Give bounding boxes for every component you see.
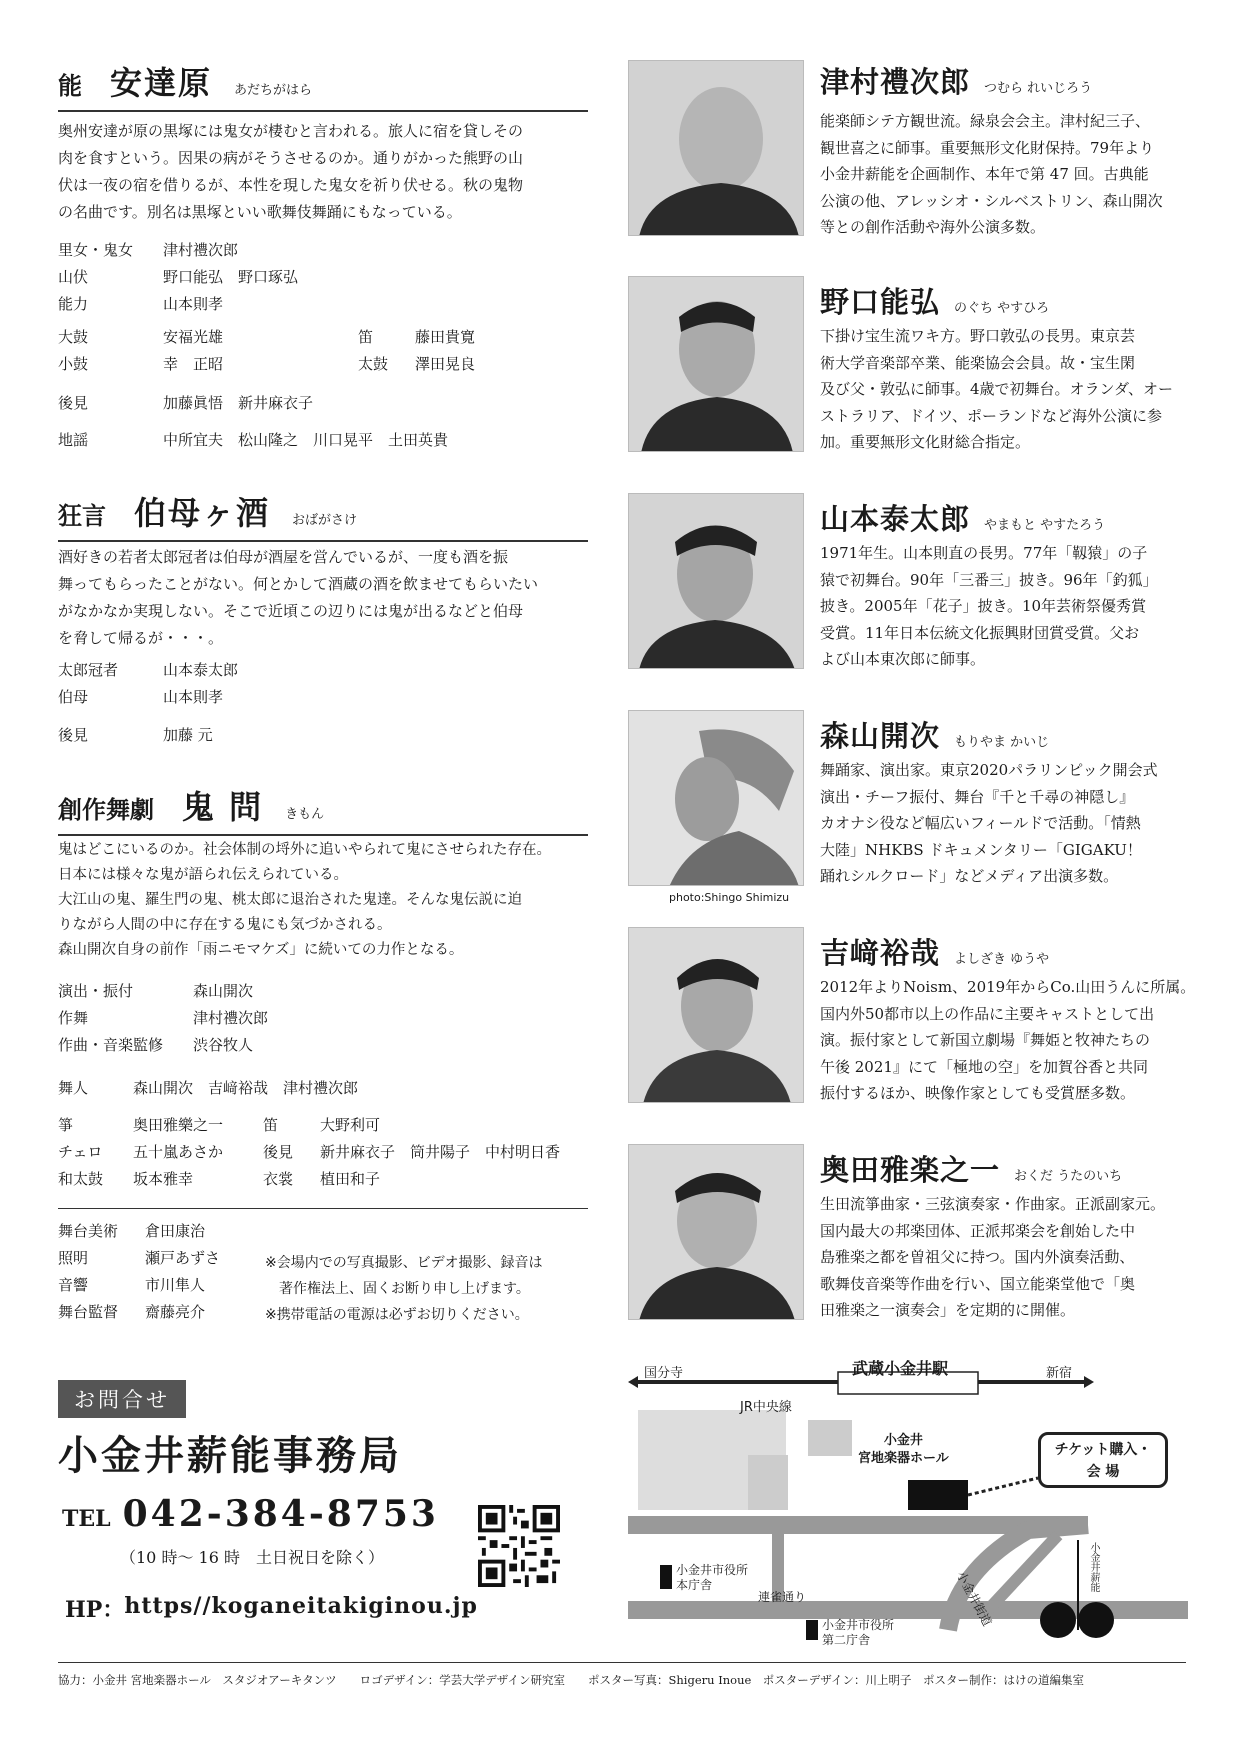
cityhall-main-label bbox=[676, 1563, 748, 1593]
venue-line: 宮地楽器ホール bbox=[858, 1451, 949, 1466]
role: 和太鼓 bbox=[58, 1170, 104, 1188]
cast-row bbox=[58, 324, 475, 351]
role: 照明 bbox=[58, 1249, 89, 1267]
east-direction: 新宿 bbox=[1046, 1366, 1073, 1381]
stage-staff bbox=[58, 1218, 220, 1326]
desc-line: 鬼はどこにいるのか。社会体制の埒外に追いやられて鬼にさせられた存在。 bbox=[58, 842, 551, 858]
profile-name: 野口能弘 bbox=[820, 285, 941, 319]
bio-line: 生田流箏曲家・三弦演奏家・作曲家。正派副家元。 bbox=[820, 1195, 1166, 1213]
cast-row bbox=[58, 1139, 560, 1166]
role: 小鼓 bbox=[58, 355, 89, 373]
names: 中所宜夫 松山隆之 川口晃平 土田英貴 bbox=[163, 431, 449, 449]
cast-row bbox=[58, 657, 238, 684]
names: 加藤眞悟 新井麻衣子 bbox=[163, 394, 314, 412]
names: 植田和子 bbox=[320, 1170, 381, 1188]
cast-row bbox=[58, 1218, 220, 1245]
label-line: 小金井市役所 bbox=[676, 1563, 749, 1577]
bio-line: 大陸」NHKBS ドキュメンタリー「GIGAKU！ bbox=[820, 840, 1142, 859]
label-line: 第二庁舎 bbox=[822, 1633, 871, 1647]
portrait-photo bbox=[628, 493, 804, 669]
profile-bio bbox=[820, 323, 1202, 456]
role: 太鼓 bbox=[358, 355, 389, 373]
desc-line: 森山開次自身の前作「雨ニモマケズ」に続いての力作となる。 bbox=[58, 942, 464, 958]
noh-description bbox=[58, 118, 598, 226]
role: 能力 bbox=[58, 295, 89, 313]
role: チェロ bbox=[58, 1143, 103, 1161]
names: 森山開次 bbox=[193, 982, 254, 1000]
profile-header bbox=[820, 60, 1092, 101]
bio-line: カオナシ役など幅広いフィールドで活動。「情熱 bbox=[820, 814, 1141, 832]
kyogen-heading bbox=[58, 488, 588, 542]
bio-line: 演出・チーフ振付、舞台『千と千尋の神隠し』 bbox=[820, 787, 1135, 806]
profile-header bbox=[820, 1148, 1122, 1189]
cast-row bbox=[58, 684, 238, 711]
profile-reading: おくだ うたのいち bbox=[1014, 1169, 1123, 1184]
bio-line: 披き。2005年「花子」披き。10年芸術祭優秀賞 bbox=[820, 597, 1147, 615]
cast-row bbox=[58, 351, 475, 378]
role: 大鼓 bbox=[58, 328, 89, 346]
noh-musicians bbox=[58, 324, 475, 378]
bio-line: 1971年生。山本則直の長男。77年「靱猿」の子 bbox=[820, 544, 1148, 562]
kyogen-reading: おばがさけ bbox=[292, 513, 358, 528]
names: 坂本雅幸 bbox=[133, 1170, 194, 1188]
profile-name: 森山開次 bbox=[820, 719, 941, 753]
role: 後見 bbox=[58, 726, 89, 744]
role: 山伏 bbox=[58, 268, 89, 286]
dance-heading bbox=[58, 782, 588, 836]
role: 伯母 bbox=[58, 688, 89, 706]
bio-line: 国内外50都市以上の作品に主要キャストとして出 bbox=[820, 1004, 1155, 1023]
tel-number: 042-384-8753 bbox=[122, 1493, 439, 1535]
noh-cast bbox=[58, 237, 298, 318]
kyogen-koken bbox=[58, 722, 213, 749]
names: 山本則孝 bbox=[163, 688, 224, 706]
bio-line: 舞踊家、演出家。東京2020パラリンピック開会式 bbox=[820, 761, 1158, 779]
cast-row bbox=[58, 291, 298, 318]
bio-line: 演。振付家として新国立劇場『舞姫と牧神たちの bbox=[820, 1031, 1151, 1049]
cast-row bbox=[58, 978, 268, 1005]
cast-row bbox=[58, 1032, 268, 1059]
bio-line: 受賞。11年日本伝統文化振興財団賞受賞。父お bbox=[820, 623, 1140, 642]
portrait-photo bbox=[628, 710, 804, 886]
names: 幸 正昭 bbox=[163, 355, 224, 373]
ticket-line: 会 場 bbox=[1086, 1464, 1120, 1480]
hp-label: HP： bbox=[65, 1597, 125, 1623]
qr-code-icon[interactable] bbox=[478, 1505, 560, 1587]
access-map bbox=[628, 1359, 1188, 1647]
cast-row bbox=[58, 264, 298, 291]
names: 加藤 元 bbox=[163, 726, 213, 744]
bio-line: 等との創作活動や海外公演多数。 bbox=[820, 218, 1046, 236]
ticket-line: チケット購入・ bbox=[1054, 1442, 1152, 1458]
names: 瀬戸あずさ bbox=[145, 1249, 221, 1267]
profile-header bbox=[820, 280, 1049, 321]
names: 齋藤亮介 bbox=[145, 1303, 206, 1321]
notice-line: ※携帯電話の電源は必ずお切りください。 bbox=[265, 1307, 529, 1323]
names: 五十嵐あさか bbox=[133, 1143, 224, 1161]
profile-reading: よしざき ゆうや bbox=[954, 952, 1050, 967]
desc-line: の名曲です。別名は黒塚といい歌舞伎舞踊にもなっている。 bbox=[58, 203, 462, 221]
profile-bio bbox=[820, 540, 1202, 673]
label-line: 本庁舎 bbox=[676, 1578, 713, 1592]
role: 演出・振付 bbox=[58, 982, 134, 1000]
bio-line: 下掛け宝生流ワキ方。野口敦弘の長男。東京芸 bbox=[820, 327, 1136, 345]
contact-hours: （10 時～ 16 時 土日祝日を除く） bbox=[120, 1548, 384, 1567]
label-line: 小金井市役所 bbox=[822, 1618, 895, 1632]
cast-row bbox=[58, 1166, 560, 1193]
noh-jiutai bbox=[58, 427, 448, 454]
noh-reading: あだちがはら bbox=[234, 83, 313, 98]
dance-description bbox=[58, 838, 598, 963]
profile-name: 奥田雅楽之一 bbox=[820, 1153, 1001, 1187]
portrait-photo bbox=[628, 927, 804, 1103]
cityhall-second-label bbox=[822, 1618, 894, 1648]
cast-row bbox=[58, 1112, 560, 1139]
role: 音響 bbox=[58, 1276, 89, 1294]
profile-reading: のぐち やすひろ bbox=[954, 301, 1050, 316]
cast-row bbox=[58, 1245, 220, 1272]
names: 森山開次 吉﨑裕哉 津村禮次郎 bbox=[133, 1079, 359, 1097]
bio-line: 田雅楽之一演奏会」を定期的に開催。 bbox=[820, 1301, 1076, 1319]
noh-koken bbox=[58, 390, 313, 417]
role: 後見 bbox=[263, 1143, 294, 1161]
role: 舞台監督 bbox=[58, 1303, 119, 1321]
venue-line: 小金井 bbox=[883, 1433, 923, 1448]
profile-header bbox=[820, 931, 1049, 972]
role: 作舞 bbox=[58, 1009, 89, 1027]
role: 太郎冠者 bbox=[58, 661, 119, 679]
cast-row bbox=[58, 722, 213, 749]
bio-line: ストラリア、ドイツ、ポーランドなど海外公演に参 bbox=[820, 406, 1163, 425]
names: 澤田晃良 bbox=[415, 355, 476, 373]
ticket-callout bbox=[1038, 1432, 1168, 1488]
profile-header bbox=[820, 714, 1049, 755]
role: 地謡 bbox=[58, 431, 89, 449]
station-name: 武蔵小金井駅 bbox=[852, 1359, 949, 1378]
desc-line: 伏は一夜の宿を借りるが、本性を現した鬼女を祈り伏せる。秋の鬼物 bbox=[58, 176, 524, 194]
hp-url[interactable]: https//koganeitakiginou.jp bbox=[124, 1593, 478, 1619]
bio-line: 歌舞伎音楽等作曲を行い、国立能楽堂他で「奥 bbox=[820, 1274, 1136, 1293]
dance-staff bbox=[58, 978, 268, 1059]
cast-row bbox=[58, 1299, 220, 1326]
cast-row bbox=[58, 390, 313, 417]
profile-bio bbox=[820, 108, 1202, 241]
kyogen-category: 狂言 bbox=[58, 501, 106, 530]
role: 笛 bbox=[358, 328, 374, 346]
names: 山本泰太郎 bbox=[163, 661, 239, 679]
names: 奥田雅樂之一 bbox=[133, 1116, 224, 1134]
cast-row bbox=[58, 1075, 358, 1102]
profile-header bbox=[820, 497, 1105, 538]
logo-text: 小金井薪能 bbox=[1088, 1542, 1099, 1592]
profile-bio bbox=[820, 974, 1202, 1107]
names: 大野利可 bbox=[320, 1116, 381, 1134]
names: 藤田貴寛 bbox=[415, 328, 476, 346]
desc-line: 肉を食すという。因果の病がそうさせるのか。通りがかった熊野の山 bbox=[58, 149, 524, 167]
role: 後見 bbox=[58, 394, 89, 412]
desc-line: 奥州安達が原の黒塚には鬼女が棲むと言われる。旅人に宿を貸しその bbox=[58, 122, 524, 140]
desc-line: 酒好きの若者太郎冠者は伯母が酒屋を営んでいるが、一度も酒を振 bbox=[58, 548, 509, 566]
bio-line: 午後 2021』にて「極地の空」を加賀谷香と共同 bbox=[820, 1057, 1148, 1076]
profile-name: 山本泰太郎 bbox=[820, 502, 971, 536]
names: 山本則孝 bbox=[163, 295, 224, 313]
role: 笛 bbox=[263, 1116, 279, 1134]
profile-name: 吉﨑裕哉 bbox=[820, 936, 941, 970]
divider bbox=[58, 1208, 588, 1209]
noh-category: 能 bbox=[58, 71, 82, 100]
dance-dancers bbox=[58, 1075, 358, 1102]
desc-line: 大江山の鬼、羅生門の鬼、桃太郎に退治された鬼達。そんな鬼伝説に迫 bbox=[58, 892, 522, 908]
names: 津村禮次郎 bbox=[193, 1009, 269, 1027]
dance-title: 鬼 問 bbox=[182, 788, 264, 826]
notice-line: 著作権法上、固くお断り申し上げます。 bbox=[265, 1281, 530, 1297]
cast-row bbox=[58, 237, 298, 264]
bio-line: 小金井薪能を企画制作、本年で第 47 回。古典能 bbox=[820, 165, 1149, 183]
profile-reading: つむら れいじろう bbox=[984, 81, 1093, 96]
bio-line: 加。重要無形文化財総合指定。 bbox=[820, 433, 1031, 451]
bio-line: 島雅楽之都を曽祖父に持つ。国内外演奏活動、 bbox=[820, 1248, 1135, 1266]
role: 箏 bbox=[58, 1116, 74, 1134]
dance-reading: きもん bbox=[285, 807, 325, 822]
west-direction: 国分寺 bbox=[644, 1366, 684, 1381]
profile-bio bbox=[820, 1191, 1202, 1324]
role: 舞台美術 bbox=[58, 1222, 119, 1240]
kyogen-title: 伯母ヶ酒 bbox=[134, 494, 271, 532]
noh-heading bbox=[58, 58, 588, 112]
cast-row bbox=[58, 1272, 220, 1299]
kyogen-description bbox=[58, 544, 598, 652]
names: 倉田康治 bbox=[145, 1222, 206, 1240]
names: 野口能弘 野口琢弘 bbox=[163, 268, 299, 286]
bio-line: 猿で初舞台。90年「三番三」披き。96年「釣狐」 bbox=[820, 570, 1158, 589]
bio-line: 公演の他、アレッシオ・シルベストリン、森山開次 bbox=[820, 191, 1163, 210]
bio-line: 振付するほか、映像作家としても受賞歴多数。 bbox=[820, 1084, 1136, 1102]
names: 津村禮次郎 bbox=[163, 241, 239, 259]
kyogen-cast bbox=[58, 657, 238, 711]
role: 作曲・音楽監修 bbox=[58, 1036, 164, 1054]
dance-music bbox=[58, 1112, 560, 1193]
bio-line: 2012年よりNoism、2019年からCo.山田うんに所属。 bbox=[820, 978, 1196, 996]
dance-category: 創作舞劇 bbox=[58, 795, 154, 824]
noh-title: 安達原 bbox=[110, 64, 213, 102]
profile-reading: やまもと やすたろう bbox=[984, 518, 1106, 533]
office-name: 小金井薪能事務局 bbox=[58, 1432, 402, 1479]
contact-label: お問合せ bbox=[58, 1380, 186, 1418]
notice-line: ※会場内での写真撮影、ビデオ撮影、録音は bbox=[265, 1255, 543, 1271]
names: 渋谷牧人 bbox=[193, 1036, 254, 1054]
bio-line: 国内最大の邦楽団体、正派邦楽会を創始した中 bbox=[820, 1221, 1136, 1240]
portrait-photo bbox=[628, 60, 804, 236]
cast-row bbox=[58, 427, 448, 454]
footer-divider bbox=[58, 1662, 1186, 1663]
bio-line: 及び父・敦弘に師事。4歳で初舞台。オランダ、オー bbox=[820, 380, 1174, 398]
street-label: 小金井街道 bbox=[953, 1568, 995, 1629]
role: 衣裳 bbox=[263, 1170, 294, 1188]
desc-line: 舞ってもらったことがない。何とかして酒蔵の酒を飲ませてもらいたい bbox=[58, 575, 539, 593]
portrait-photo bbox=[628, 1144, 804, 1320]
bio-line: 術大学音楽部卒業、能楽協会会員。故・宝生閑 bbox=[820, 353, 1136, 372]
role: 里女・鬼女 bbox=[58, 241, 134, 259]
bio-line: よび山本東次郎に師事。 bbox=[820, 650, 986, 668]
desc-line: を脅して帰るが・・・。 bbox=[58, 629, 224, 647]
cast-row bbox=[58, 1005, 268, 1032]
photo-credit: photo:Shingo Shimizu bbox=[669, 891, 790, 904]
desc-line: りながら人間の中に存在する鬼にも気づかされる。 bbox=[58, 917, 392, 933]
names: 新井麻衣子 筒井陽子 中村明日香 bbox=[320, 1143, 561, 1161]
bio-line: 観世喜之に師事。重要無形文化財保持。79年より bbox=[820, 138, 1155, 157]
hp-line bbox=[65, 1593, 478, 1624]
rail-line-label: JR中央線 bbox=[740, 1400, 792, 1415]
names: 安福光雄 bbox=[163, 328, 224, 346]
desc-line: がなかなか実現しない。そこで近頃この辺りには鬼が出るなどと伯母 bbox=[58, 602, 524, 620]
profile-reading: もりやま かいじ bbox=[954, 735, 1050, 750]
profile-bio bbox=[820, 757, 1202, 890]
venue-label bbox=[858, 1432, 949, 1468]
portrait-photo bbox=[628, 276, 804, 452]
notices bbox=[265, 1250, 542, 1328]
tel-label: TEL bbox=[62, 1506, 111, 1532]
names: 市川隼人 bbox=[145, 1276, 206, 1294]
tel-line bbox=[62, 1493, 439, 1535]
desc-line: 日本には様々な鬼が語られ伝えられている。 bbox=[58, 867, 348, 883]
footer-credits: 協力：小金井 宮地楽器ホール スタジオアーキタンツ ロゴデザイン：学芸大学デザイン研究室 ポスター写真：Shigeru Inoue ポスターデザイン：川上明子 ポスター制作：はけの道編集室 bbox=[58, 1673, 1084, 1687]
bio-line: 能楽師シテ方観世流。緑泉会会主。津村紀三子、 bbox=[820, 112, 1151, 130]
role: 舞人 bbox=[58, 1079, 89, 1097]
bio-line: 踊れシルクロード」などメディア出演多数。 bbox=[820, 867, 1119, 885]
street-label: 連雀通り bbox=[758, 1590, 807, 1604]
profile-name: 津村禮次郎 bbox=[820, 65, 971, 99]
